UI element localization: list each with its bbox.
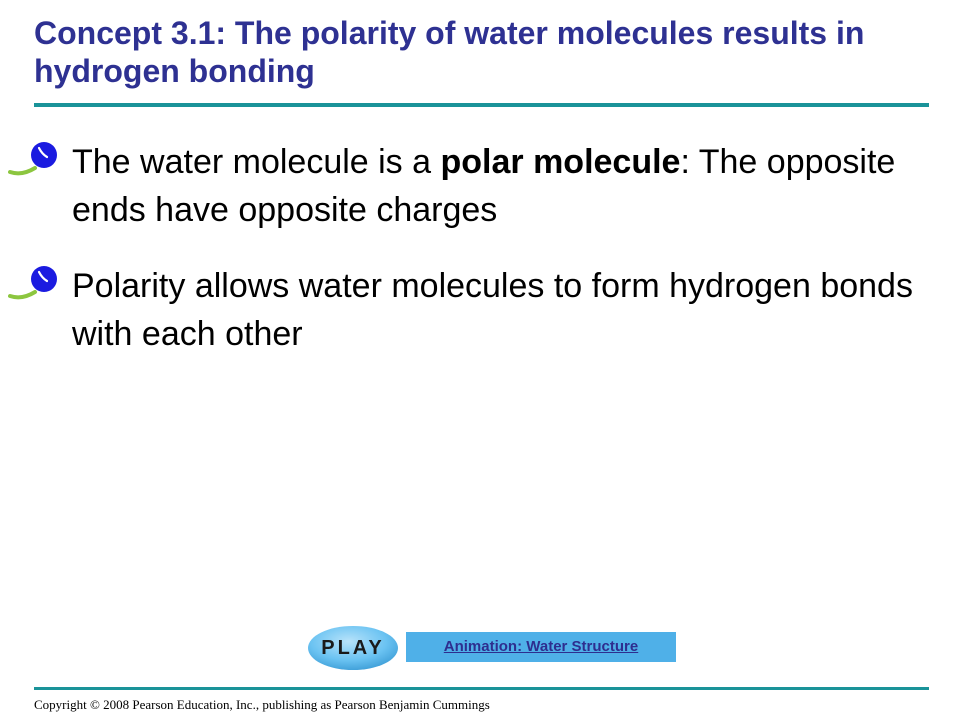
bullet-term-polar-molecule: polar molecule [440, 143, 681, 181]
bullet-text-1-pre: The water molecule is a [72, 143, 441, 181]
copyright-text: Copyright © 2008 Pearson Education, Inc., publishing as Pearson Benjamin Cummings [34, 697, 490, 712]
title-divider [34, 103, 929, 107]
footer-divider [34, 687, 929, 690]
bullet-text-1 [72, 138, 922, 234]
bullet-icon [8, 262, 68, 312]
play-label: PLAY [321, 637, 385, 659]
play-button[interactable] [306, 624, 400, 672]
bullet-text-1-post: : The opposite ends have opposite charges [72, 143, 896, 229]
animation-link[interactable]: Animation: Water Structure [406, 632, 676, 662]
bullet-icon [8, 138, 68, 188]
bullet-text-2: Polarity allows water molecules to form hydrogen bonds with each other [72, 267, 913, 353]
slide-title: Concept 3.1: The polarity of water molecules results in hydrogen bonding [34, 15, 865, 89]
